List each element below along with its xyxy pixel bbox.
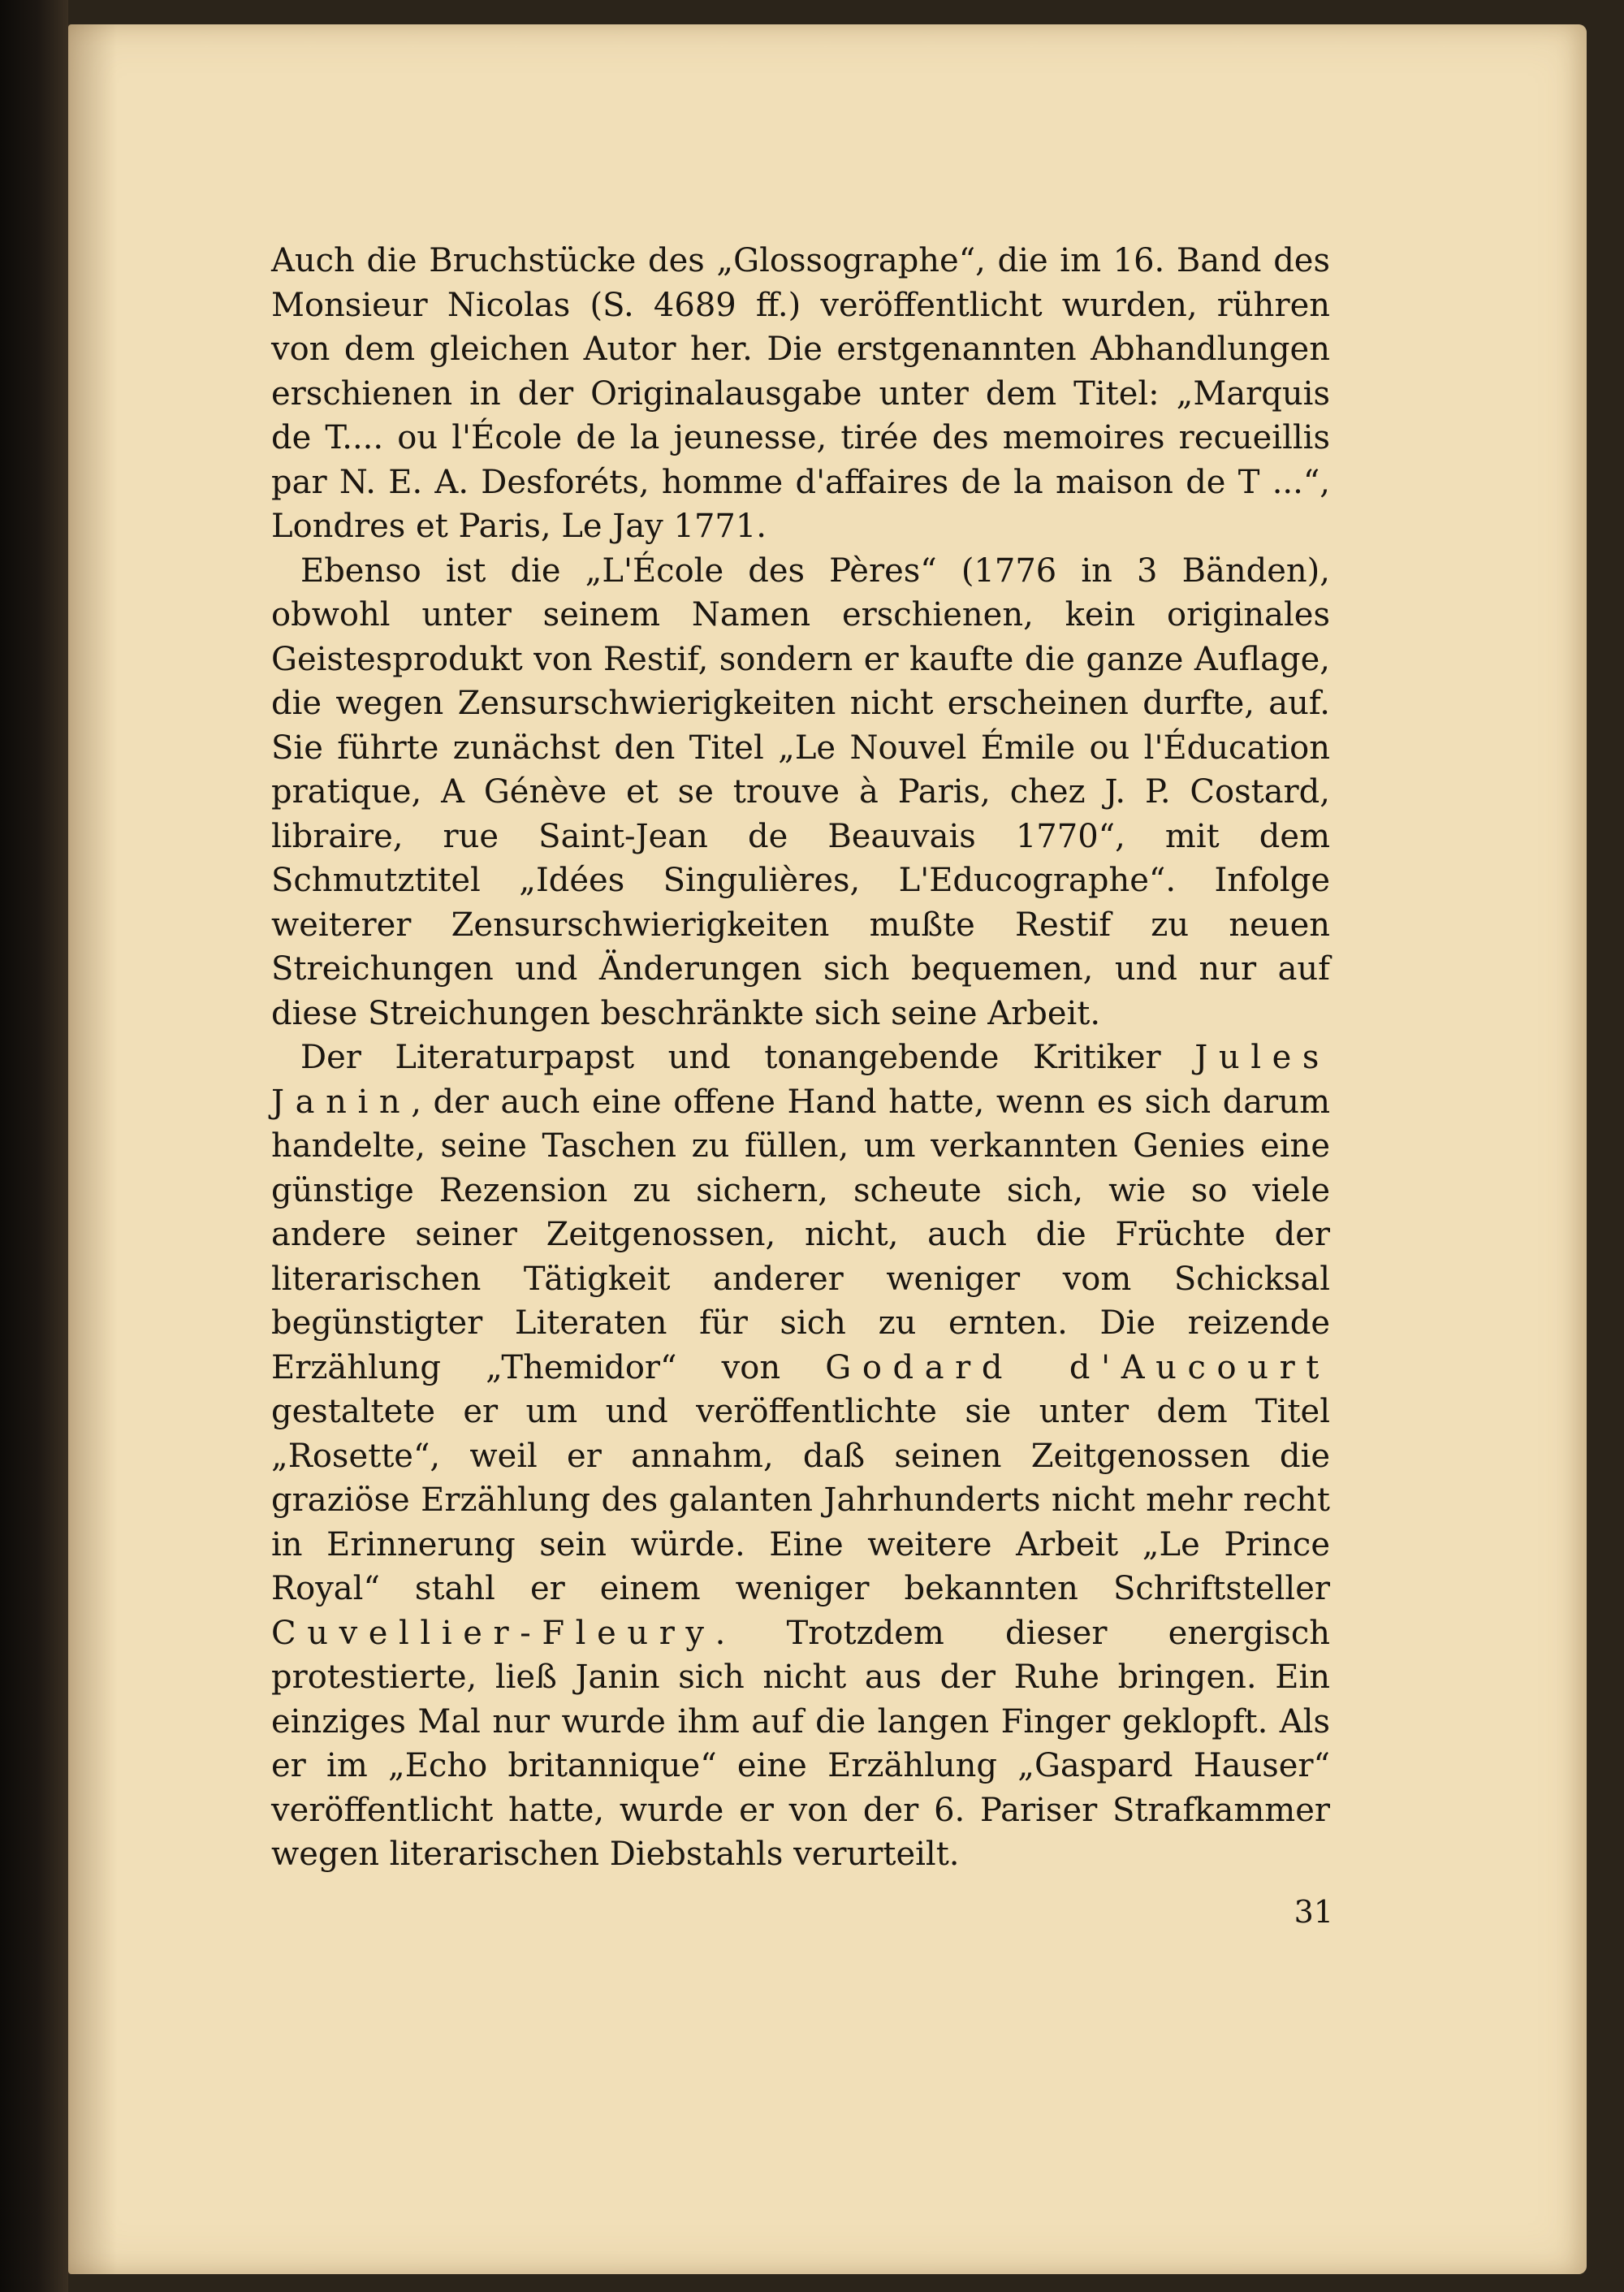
paragraph-text: Auch die Bruchstücke des „Glossographe“, die im 16. Band des Monsieur Nicolas (S. 4689 ff.) veröffentlicht wurden, rühren von dem gleichen Autor her. Die erstgenannten Abhandlungen erschienen in der Originalausgabe unter dem Titel: „Marquis de T.... ou l'École de la jeunesse, tirée des memoires recueillis par N. E. A. Desforéts, homme d'affaires de la maison de T ...“, Londres et Paris, Le Jay 1771. (271, 242, 1330, 545)
body-text (271, 239, 1330, 1877)
spaced-name-godard-daucourt: Godard d'Aucourt (825, 1348, 1330, 1386)
spaced-name-cuvellier-fleury: Cuvellier-Fleury (271, 1614, 715, 1652)
spaced-name-jules-janin: Jules Janin (271, 1039, 1330, 1121)
book-spine-shadow (0, 0, 68, 2292)
paragraph-ecole-des-peres (271, 549, 1330, 1036)
paragraph-glossographe (271, 239, 1330, 549)
page-gutter-shade (68, 24, 117, 2274)
paragraph-text: . Trotzdem dieser energisch protestierte, ließ Janin sich nicht aus der Ruhe bringen. Ein einziges Mal nur wurde ihm auf die langen Finger geklopft. Als er im „Echo britannique“ eine Erzählung „Gaspard Hauser“ veröffentlicht hatte, wurde er von der 6. Pariser Strafkammer wegen literarischen Diebstahls verurteilt. (271, 1614, 1330, 1873)
paragraph-text: gestaltete er um und veröffentlichte sie unter dem Titel „Rosette“, weil er annahm, daß seinen Zeitgenossen die graziöse Erzählung des galanten Jahrhunderts nicht mehr recht in Erinnerung sein würde. Eine weitere Arbeit „Le Prince Royal“ stahl er einem weniger bekannten Schriftsteller (271, 1393, 1330, 1607)
paragraph-jules-janin (271, 1036, 1330, 1877)
paragraph-text: , der auch eine offene Hand hatte, wenn es sich darum handelte, seine Taschen zu füllen, um verkannten Genies eine günstige Rezension zu sichern, scheute sich, wie so viele andere seiner Zeitgenossen, nicht, auch die Früchte der literarischen Tätigkeit anderer weniger vom Schicksal begünstigter Literaten für sich zu ernten. Die reizende Erzählung „Themidor“ von (271, 1083, 1330, 1386)
paragraph-text: Der Literaturpapst und tonangebende Kritiker (300, 1039, 1195, 1076)
page-number: 31 (1294, 1894, 1333, 1930)
paragraph-text: Ebenso ist die „L'École des Pères“ (1776 in 3 Bänden), obwohl unter seinem Namen erschienen, kein originales Geistesprodukt von Restif, sondern er kaufte die ganze Auflage, die wegen Zensurschwierigkeiten nicht erscheinen durfte, auf. Sie führte zunächst den Titel „Le Nouvel Émile ou l'Éducation pratique, A Génève et se trouve à Paris, chez J. P. Costard, libraire, rue Saint-Jean de Beauvais 1770“, mit dem Schmutztitel „Idées Singulières, L'Educographe“. Infolge weiterer Zensurschwierigkeiten mußte Restif zu neuen Streichungen und Änderungen sich bequemen, und nur auf diese Streichungen beschränkte sich seine Arbeit. (271, 551, 1330, 1032)
